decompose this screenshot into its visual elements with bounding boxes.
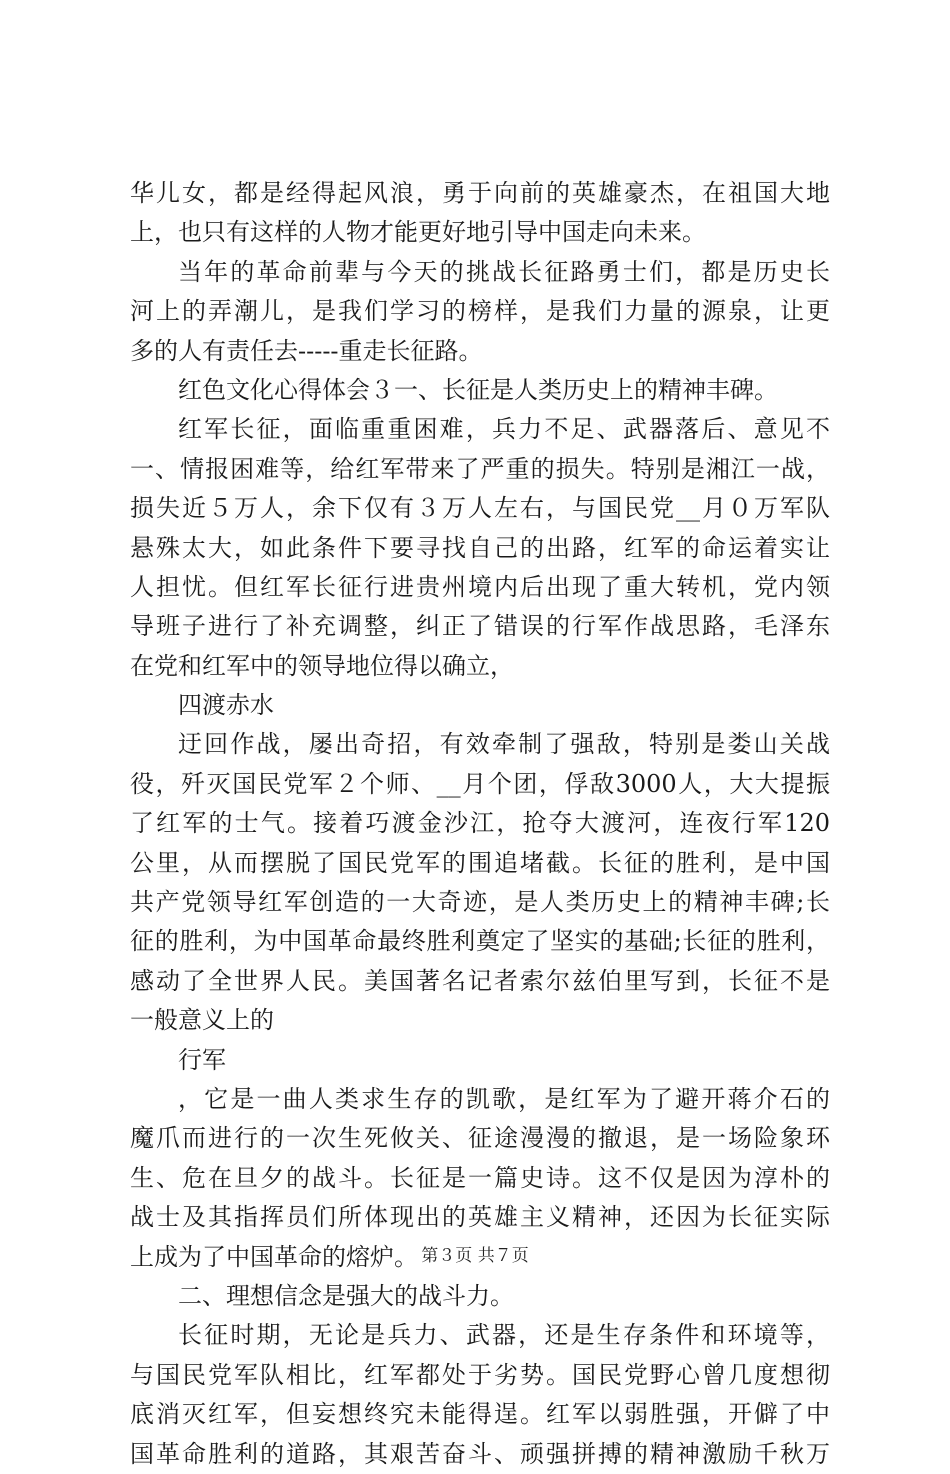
text-line: 役，歼灭国民党军２个师、__月个团，俘敌3000人，大大提振 [130,769,830,798]
text-line: 魔爪而进行的一次生死攸关、征途漫漫的撤退，是一场险象环 [130,1124,830,1153]
text-line: 河上的弄潮儿，是我们学习的榜样，是我们力量的源泉，让更 [130,297,830,326]
text-line: 与国民党军队相比，红军都处于劣势。国民党野心曾几度想彻 [130,1360,830,1389]
text-line: 导班子进行了补充调整，纠正了错误的行军作战思路，毛泽东 [130,612,830,641]
text-line: 损失近５万人，余下仅有３万人左右，与国民党__月０万军队 [130,494,830,523]
paragraph-first-line: 迂回作战，屡出奇招，有效牵制了强敌，特别是娄山关战 [178,730,830,759]
text-line: 战士及其指挥员们所体现出的英雄主义精神，还因为长征实际 [130,1203,830,1232]
text-line: 一般意义上的 [130,1006,274,1035]
page-footer [0,1244,950,1268]
text-line: 了红军的士气。接着巧渡金沙江，抢夺大渡河，连夜行军120 [130,809,830,838]
paragraph-first-line: 当年的革命前辈与今天的挑战长征路勇士们，都是历史长 [178,257,830,286]
text-line: 上成为了中国革命的熔炉。 [130,1242,418,1271]
paragraph-first-line: ，它是一曲人类求生存的凯歌，是红军为了避开蒋介石的 [178,1084,830,1113]
text-line: 共产党领导红军创造的一大奇迹，是人类历史上的精神丰碑;长 [130,888,830,917]
text-line: 在党和红军中的领导地位得以确立， [130,651,514,680]
text-line: 多的人有责任去-----重走长征路。 [130,336,483,365]
text-line: 悬殊太大，如此条件下要寻找自己的出路，红军的命运着实让 [130,533,830,562]
paragraph-first-line: 红色文化心得体会３一、长征是人类历史上的精神丰碑。 [178,375,778,404]
paragraph-first-line: 四渡赤水 [178,691,274,720]
paragraph-first-line: 二、理想信念是强大的战斗力。 [178,1281,514,1310]
paragraph-first-line: 长征时期，无论是兵力、武器，还是生存条件和环境等， [178,1321,830,1350]
text-line: 上，也只有这样的人物才能更好地引导中国走向未来。 [130,218,706,247]
text-line: 感动了全世界人民。美国著名记者索尔兹伯里写到，长征不是 [130,966,830,995]
paragraph-first-line: 红军长征，面临重重困难，兵力不足、武器落后、意见不 [178,415,830,444]
text-line: 一、情报困难等，给红军带来了严重的损失。特别是湘江一战， [130,454,830,483]
body-text [130,174,830,1474]
text-line: 华儿女，都是经得起风浪，勇于向前的英雄豪杰，在祖国大地 [130,179,830,207]
text-line: 生、危在旦夕的战斗。长征是一篇史诗。这不仅是因为淳朴的 [130,1163,830,1192]
text-line: 国革命胜利的道路，其艰苦奋斗、顽强拼搏的精神激励千秋万 [130,1439,830,1468]
text-line: 底消灭红军，但妄想终究未能得逞。红军以弱胜强，开僻了中 [130,1400,830,1429]
paragraph-first-line: 行军 [178,1045,226,1074]
text-line: 征的胜利，为中国革命最终胜利奠定了坚实的基础;长征的胜利， [130,927,830,956]
text-line: 公里，从而摆脱了国民党军的围追堵截。长征的胜利，是中国 [130,848,830,877]
text-line: 人担忧。但红军长征行进贵州境内后出现了重大转机，党内领 [130,572,830,601]
page-number: 第３页 共７页 [421,1246,529,1266]
